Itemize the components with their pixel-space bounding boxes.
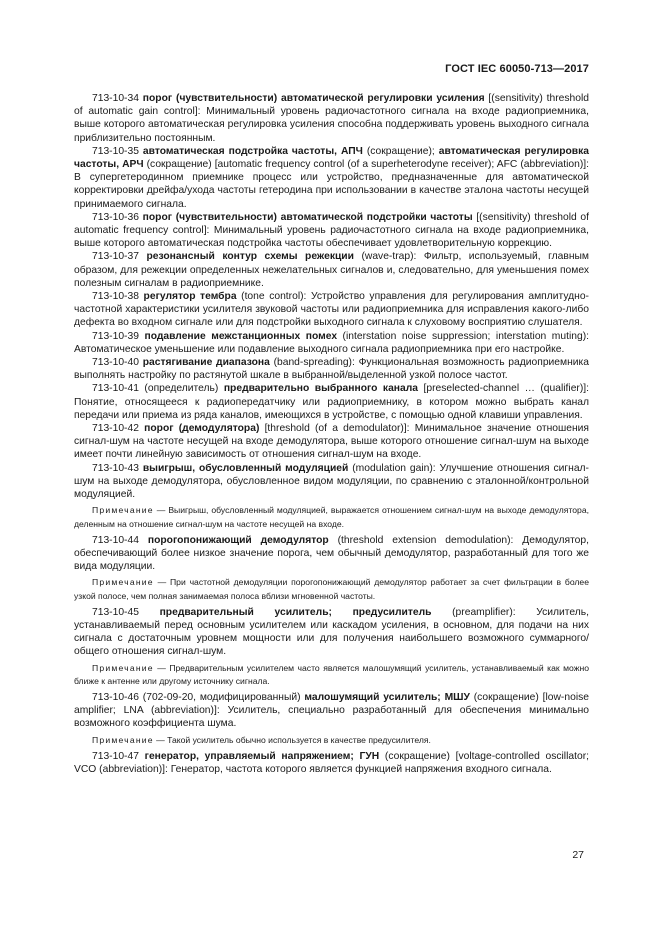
document-header: ГОСТ IEC 60050-713—2017 [445,63,589,75]
term-definition: (сокращение) [automatic frequency control (of a superheterodyne receiver); AFC (abbreviation)]: В супергетеродинном приемнике процесс или устройство, предназначенные для автоматической корректировки дрейфа/ухода частоты гетеродина при использовании в качестве эталона частоты несущей принимаемого сигнала. [74,159,590,210]
term-name: автоматическая регулировка частоты, АРЧ [74,145,589,171]
term-prefix: (определитель) [138,383,224,395]
term-number: 713-10-39 [92,330,139,342]
term-name: выигрыш, обусловленный модуляцией [142,462,349,474]
document-body [74,92,589,776]
term-definition: (tone control): Устройство управления для регулирования амплитудно-частотной характеристики усилителя звуковой частоты или радиоприемника для исправления какого-либо дефекта во входном сигнале или для подстройки выходного сигнала к слуховому восприятию слушателя. [74,291,589,329]
page-number: 27 [572,849,584,861]
term-number: 713-10-45 [92,606,139,618]
term-definition: [(sensitivity) threshold of automatic gain control]: Минимальный уровень радиочастотного сигнала на входе радиоприемника, выше которого автоматическая регулировка усиления способна поддерживать уровень выходного сигнала приблизительно постоянным. [74,93,589,144]
note-text: — Предварительным усилителем часто является малошумящий усилитель, устанавливаемый как можно ближе к антенне или другому источнику сигнала. [74,662,589,686]
term-number: 713-10-47 [92,750,139,762]
term-name: регулятор тембра [143,291,237,303]
term-entry [74,534,589,574]
term-definition: (сокращение) [voltage-controlled oscillator; VCO (abbreviation)]: Генератор, частота которого является функцией напряжения входного сигнала. [74,750,589,775]
term-name: предварительный усилитель; предусилитель [159,606,432,618]
term-definition: [preselected-channel … (qualifier)]: Понятие, относящееся к радиопередатчику или радиоприемнику, в котором можно выбрать канал передачи или приема из ряда каналов, имеющихся в устройстве, с помощью одной клавиши управления. [74,383,590,421]
term-note [74,662,589,688]
term-name: порог (чувствительности) автоматической подстройки частоты [142,211,473,223]
term-definition: (modulation gain): Улучшение отношения сигнал-шум на выходе демодулятора, обусловленное видом модуляции, по сравнению с эталонной/контрольной модуляцией. [74,462,589,501]
term-entry [74,750,589,776]
term-number: 713-10-37 [92,251,139,263]
term-number: 713-10-44 [92,534,139,546]
note-label: Примечание [92,662,154,673]
term-entry [74,92,589,145]
term-entry [74,330,589,356]
term-entry [74,606,589,659]
term-entry [74,356,589,382]
term-name: генератор, управляемый напряжением; ГУН [144,750,380,762]
term-definition: (wave-trap): Фильтр, используемый, главным образом, для режекции определенных нежелательных сигналов и, следовательно, для уменьшения помех полезным сигналам в радиоприемнике. [74,251,589,289]
term-entry [74,250,589,290]
term-entry [74,211,589,251]
term-number: 713-10-34 [92,93,139,104]
term-number: 713-10-38 [92,291,139,303]
term-definition: [threshold (of a demodulator)]: Минимальное значение отношения сигнал-шум на частоте несущей на входе демодулятора, выше которого отношение сигнал-шум на выходе имеет почти линейную зависимость от отношения сигнал-шум на входе. [74,423,589,461]
term-prefix: (702-09-20, модифицированный) [138,691,305,703]
term-entry [74,462,589,502]
term-number: 713-10-36 [92,211,139,223]
term-entry [74,145,589,211]
note-label: Примечание [92,734,154,745]
term-entry [74,691,589,731]
term-definition: (сокращение) [low-noise amplifier; LNA (abbreviation)]: Усилитель, специально разработанный для обеспечения минимально возможного коэффициента шума. [74,691,589,730]
term-definition: (сокращение); [362,145,439,157]
term-number: 713-10-35 [92,145,139,157]
note-text: — Такой усилитель обычно используется в качестве предусилителя. [156,734,431,745]
term-definition: (preamplifier): Усилитель, устанавливаемый перед основным усилителем или каскадом усиления, в основном, для подачи на них сигнала с достаточным уровнем мощности или для получения наибольшего возможного суммарного/общего отношения сигнал-шум. [74,606,589,658]
term-definition: [(sensitivity) threshold of automatic frequency control]: Минимальный уровень радиочастотного сигнала на входе радиоприемника, выше которого автоматическая подстройка частоты обеспечивает удовлетворительную коррекцию. [74,211,589,250]
term-number: 713-10-43 [92,462,139,474]
note-text: — Выигрыш, обусловленный модуляцией, выражается отношением сигнал-шум на выходе демодулятора, деленным на отношение сигнал-шум на частоте несущей на входе. [74,505,590,529]
term-name: подавление межстанционных помех [144,330,338,342]
term-definition: (threshold extension demodulation): Демодулятор, обеспечивающий более низкое значение порога, чем обычный демодулятор, разработанный для того же вида модуляции. [74,534,589,573]
term-name: порогопонижающий демодулятор [147,534,329,546]
note-text: — При частотной демодуляции порогопонижающий демодулятор работает за счет фильтрации в более узкой полосе, чем полная занимаемая полоса вблизи мгновенной частоты. [74,577,589,601]
term-name: предварительно выбранного канала [223,383,419,395]
term-note [74,504,589,530]
term-definition: (band-spreading): Функциональная возможность радиоприемника выполнять настройку по растянутой шкале в выбранной/выделенной узкой полосе частот. [74,357,589,382]
term-name: порог (демодулятора) [144,423,260,435]
term-entry [74,290,589,330]
term-number: 713-10-42 [92,423,139,435]
term-entry [74,382,589,422]
term-number: 713-10-46 [92,691,139,703]
term-name: растягивание диапазона [142,357,270,369]
term-name: резонансный контур схемы режекции [146,251,354,263]
note-label: Примечание [92,577,154,588]
term-note [74,576,589,602]
term-number: 713-10-41 [92,383,139,395]
term-name: автоматическая подстройка частоты, АПЧ [142,145,363,157]
term-note [74,734,589,747]
term-definition: (interstation noise suppression; interstation muting): Автоматическое уменьшение или подавление выходного сигнала радиоприемника при его настройке. [74,330,589,355]
term-name: малошумящий усилитель; МШУ [304,691,470,703]
term-number: 713-10-40 [92,357,139,369]
term-entry [74,422,589,462]
term-name: порог (чувствительности) автоматической регулировки усиления [142,93,485,104]
note-label: Примечание [92,505,154,516]
